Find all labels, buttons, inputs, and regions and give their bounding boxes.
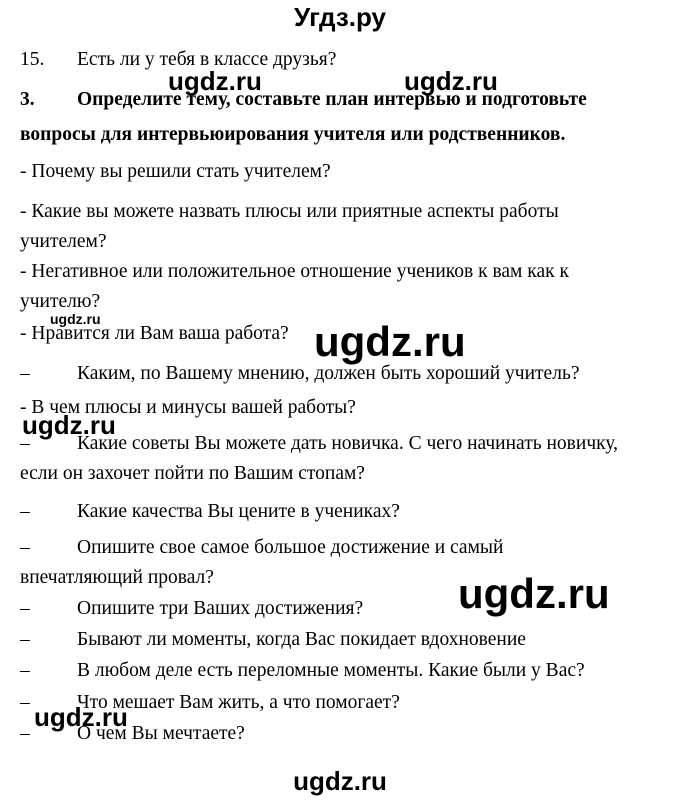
site-header: Угдз.ру [294, 2, 386, 32]
dash-q13: – [20, 692, 30, 713]
site-footer: ugdz.ru [293, 766, 387, 796]
question-like-work: - Нравится ли Вам ваша работа? [20, 323, 289, 344]
watermark: ugdz.ru [34, 702, 128, 732]
question-attitude-line-2: учителю? [20, 291, 101, 312]
question-15-text: Есть ли у тебя в классе друзья? [77, 49, 337, 70]
question-good-teacher: Каким, по Вашему мнению, должен быть хороший учитель? [77, 363, 580, 384]
question-student-qualities: Какие качества Вы цените в учениках? [77, 501, 400, 522]
watermark: ugdz.ru [458, 570, 610, 617]
question-attitude-line-1: - Негативное или положительное отношение учеников к вам как к [20, 261, 569, 282]
dash-q8: – [20, 501, 30, 522]
watermark: ugdz.ru [22, 410, 116, 440]
question-inspiration: Бывают ли моменты, когда Вас покидает вдохновение [77, 629, 526, 650]
question-three-achievements: Опишите три Ваших достижения? [77, 598, 364, 619]
question-turning-points: В любом деле есть переломные моменты. Какие были у Вас? [77, 660, 585, 681]
dash-q9: – [20, 537, 30, 558]
question-pros-cons: - В чем плюсы и минусы вашей работы? [20, 397, 356, 418]
question-dreams: О чем Вы мечтаете? [77, 723, 245, 744]
watermark: ugdz.ru [50, 311, 101, 327]
watermark: ugdz.ru [168, 66, 262, 96]
task-3-number: 3. [20, 89, 35, 110]
watermark: ugdz.ru [404, 66, 498, 96]
question-advice-line-2: если он захочет пойти по Вашим стопам? [20, 463, 365, 484]
dash-q14: – [20, 723, 30, 744]
question-pluses-line-2: учителем? [20, 231, 107, 252]
question-achievement-line-1: Опишите свое самое большое достижение и самый [77, 537, 504, 558]
question-pluses-line-1: - Какие вы можете назвать плюсы или приятные аспекты работы [20, 201, 559, 222]
dash-q7: – [20, 433, 30, 454]
question-why-teacher: - Почему вы решили стать учителем? [20, 161, 331, 182]
question-achievement-line-2: впечатляющий провал? [20, 567, 214, 588]
dash-q10: – [20, 598, 30, 619]
task-3-line-1: Определите тему, составьте план интервью и подготовьте [77, 89, 587, 110]
dash-q12: – [20, 660, 30, 681]
dash-q11: – [20, 629, 30, 650]
question-hinders-helps: Что мешает Вам жить, а что помогает? [77, 692, 400, 713]
task-3-line-2: вопросы для интервьюирования учителя или родственников. [20, 124, 566, 145]
question-15-number: 15. [20, 49, 45, 70]
dash-q5: – [20, 363, 30, 384]
watermark: ugdz.ru [314, 318, 466, 365]
question-advice-line-1: Какие советы Вы можете дать новичка. С чего начинать новичку, [77, 433, 619, 454]
